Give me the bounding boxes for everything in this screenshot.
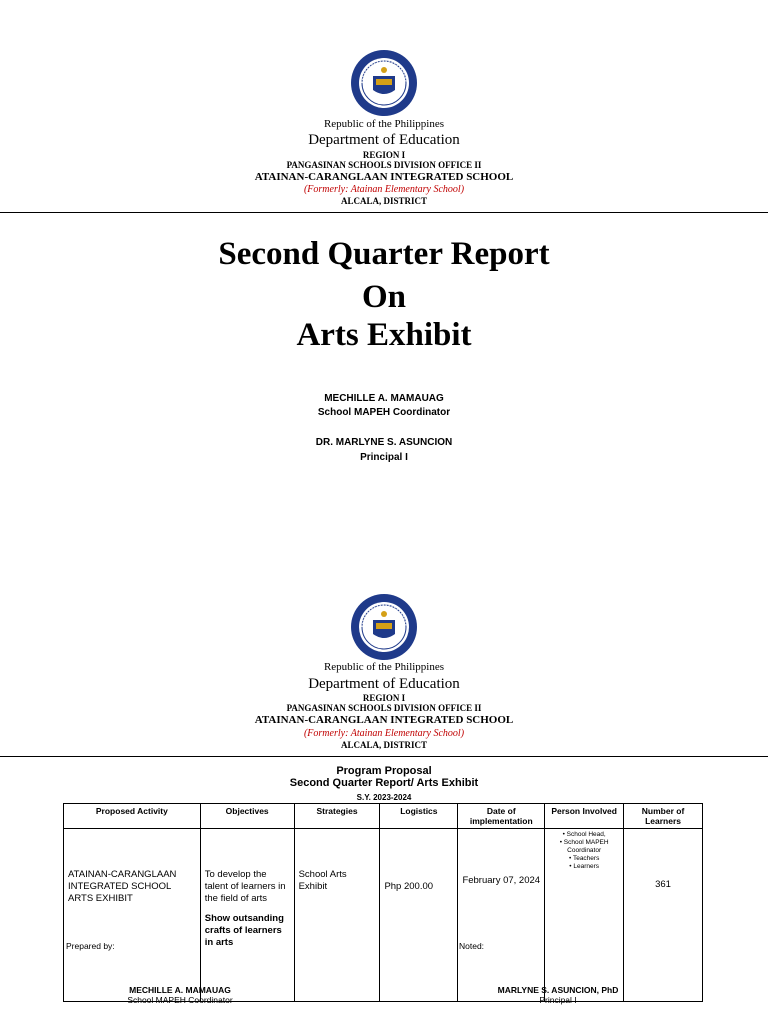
department-text-2: Department of Education: [308, 676, 460, 692]
header-divider-2: [0, 756, 768, 757]
table-header-row: [64, 804, 703, 829]
noted-label: Noted:: [459, 941, 485, 951]
header-divider: [0, 212, 768, 213]
principal-name: DR. MARLYNE S. ASUNCION: [315, 437, 453, 448]
col-header: Objectives: [200, 804, 294, 829]
col-header: Number of Learners: [624, 804, 703, 829]
date-cell: February 07, 2024: [458, 829, 545, 1002]
deped-seal-logo-2: [349, 592, 419, 662]
learners-cell: 361: [624, 829, 703, 1002]
region-text-2: REGION I: [362, 693, 406, 703]
report-title-line2: On: [361, 279, 407, 315]
objectives-cell: [200, 829, 294, 1002]
objective-text-2: Show outsanding crafts of learners in arts: [204, 913, 284, 948]
activity-cell: ATAINAN-CARANGLAAN INTEGRATED SCHOOL ARTS EXHIBIT: [64, 829, 201, 1002]
col-header: Date of implementation: [458, 804, 545, 829]
proposal-heading: Program Proposal: [336, 765, 432, 777]
objective-text: To develop the talent of learners in the field of arts: [204, 869, 286, 904]
person-item: • Learners: [569, 863, 600, 870]
col-header: Proposed Activity: [64, 804, 201, 829]
division-text-2: PANGASINAN SCHOOLS DIVISION OFFICE II: [286, 703, 482, 713]
prepared-role: School MAPEH Coordinator: [127, 995, 233, 1005]
proposal-table: [63, 803, 703, 1002]
republic-text: Republic of the Philippines: [323, 118, 445, 130]
strategy-cell: School Arts Exhibit: [294, 829, 380, 1002]
deped-seal-logo: [349, 48, 419, 118]
proposal-subheading: Second Quarter Report/ Arts Exhibit: [289, 777, 479, 789]
logistics-cell: Php 200.00: [380, 829, 458, 1002]
school-year: S.Y. 2023-2024: [356, 793, 412, 802]
persons-cell: [545, 829, 624, 1002]
republic-text-2: Republic of the Philippines: [323, 661, 445, 673]
formerly-text-2: (Formerly: Atainan Elementary School): [303, 728, 465, 739]
department-text: Department of Education: [308, 132, 460, 148]
division-text: PANGASINAN SCHOOLS DIVISION OFFICE II: [286, 160, 482, 170]
person-item: • School MAPEH Coordinator: [559, 839, 609, 854]
person-item: • School Head,: [562, 831, 606, 838]
noted-name: MARLYNE S. ASUNCION, PhD: [497, 985, 619, 995]
person-item: • Teachers: [568, 855, 600, 862]
report-title-line1: Second Quarter Report: [218, 236, 550, 272]
district-text-2: ALCALA, DISTRICT: [340, 740, 428, 750]
school-name: ATAINAN-CARANGLAAN INTEGRATED SCHOOL: [254, 171, 514, 183]
region-text: REGION I: [362, 150, 406, 160]
district-text: ALCALA, DISTRICT: [340, 196, 428, 206]
col-header: Person Involved: [545, 804, 624, 829]
col-header: Logistics: [380, 804, 458, 829]
formerly-text: (Formerly: Atainan Elementary School): [303, 184, 465, 195]
school-name-2: ATAINAN-CARANGLAAN INTEGRATED SCHOOL: [254, 714, 514, 726]
author-name: MECHILLE A. MAMAUAG: [324, 393, 444, 404]
prepared-label: Prepared by:: [66, 941, 115, 951]
author-role: School MAPEH Coordinator: [317, 407, 451, 418]
table-row: [64, 829, 703, 1002]
noted-role: Principal I: [539, 995, 577, 1005]
prepared-name: MECHILLE A. MAMAUAG: [129, 985, 231, 995]
principal-role: Principal I: [360, 452, 408, 463]
report-title-line3: Arts Exhibit: [296, 317, 472, 353]
col-header: Strategies: [294, 804, 380, 829]
